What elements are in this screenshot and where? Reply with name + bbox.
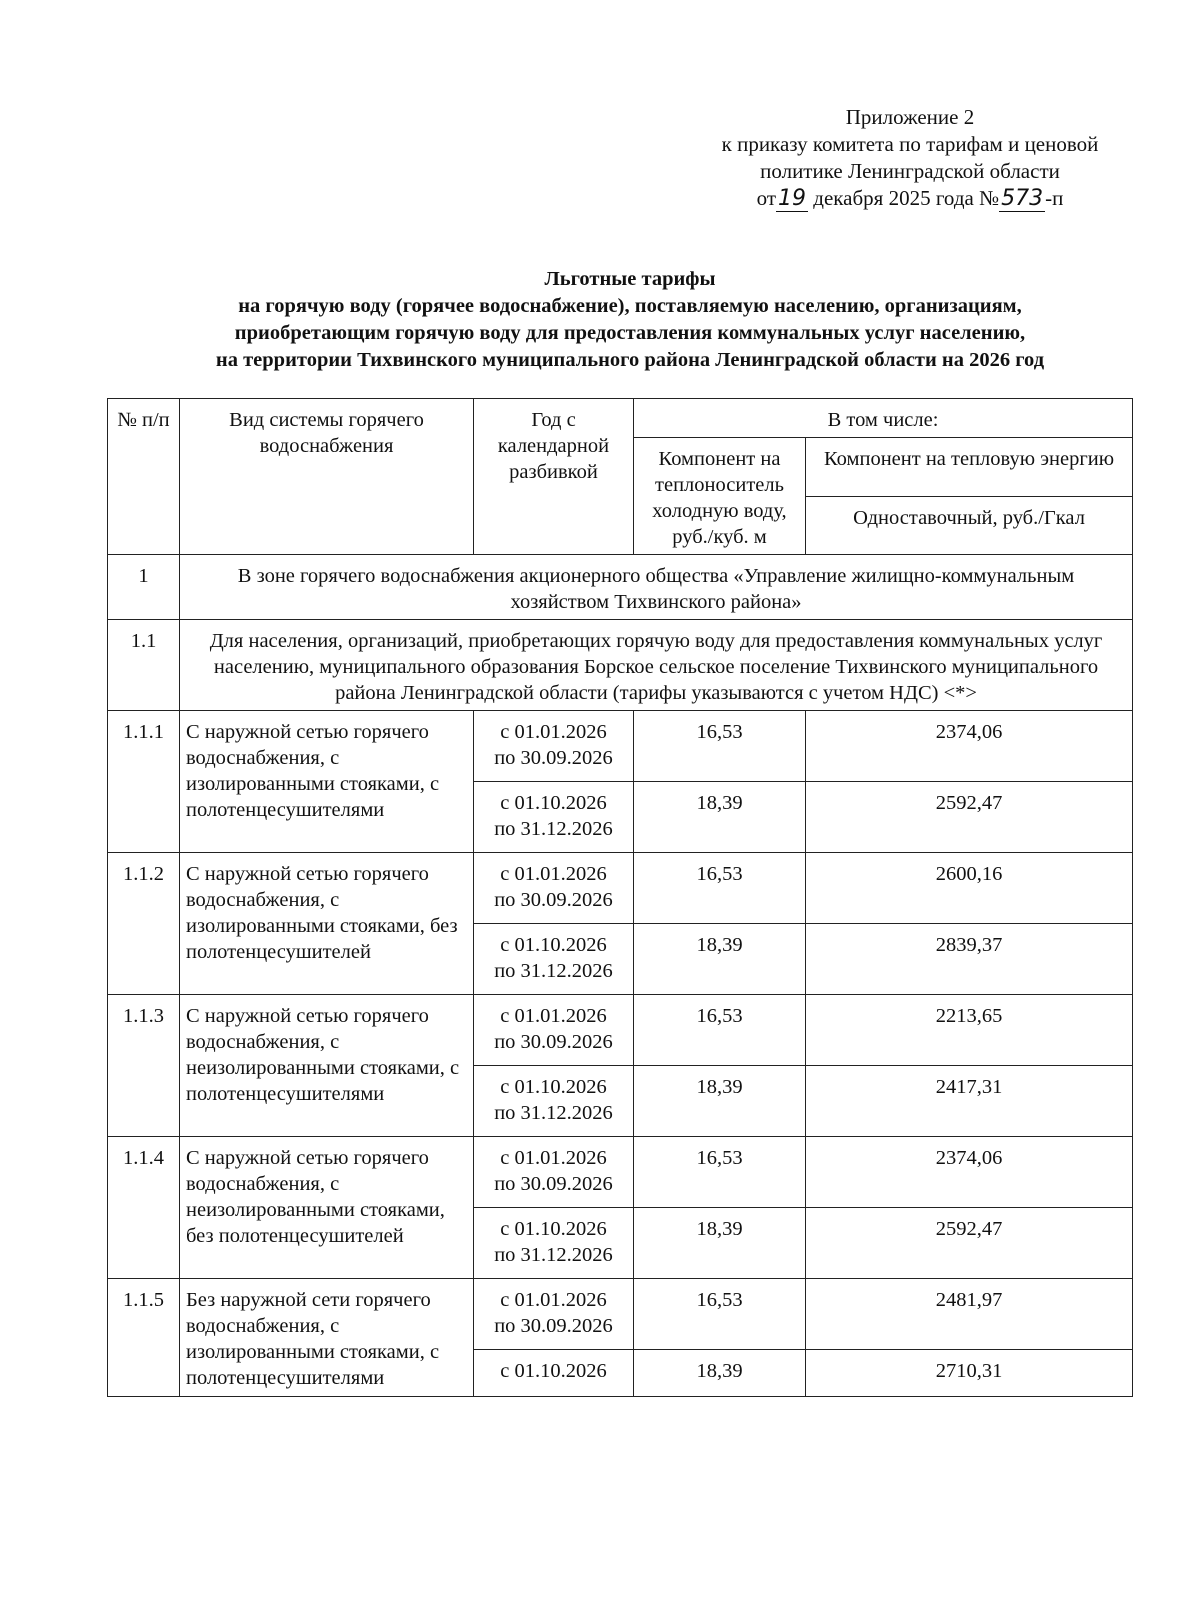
appendix-line-1: Приложение 2 [845,105,975,129]
period-to: по 31.12.2026 [494,960,613,982]
row-carrier-value: 18,39 [634,1208,806,1279]
row-num: 1.1.3 [108,995,180,1137]
period-from: с 01.10.2026 [500,1076,607,1098]
row-period [474,782,634,853]
appendix-line-3: политике Ленинградской области [760,159,1060,183]
period-to: по 31.12.2026 [494,1244,613,1266]
row-heat-value: 2481,97 [806,1279,1133,1350]
row-carrier-value: 18,39 [634,782,806,853]
section-1-1-text: Для населения, организаций, приобретающих горячую воду для предоставления коммунальных услуг населению, муниципального образования Борское сельское поселение Тихвинского муниципального района Ленинградской области (тарифы указываются с учетом НДС) <*> [180,620,1133,711]
row-period [474,924,634,995]
period-from: с 01.01.2026 [500,1289,607,1311]
header-including: В том числе: [634,399,1133,438]
title-line-4: на территории Тихвинского муниципального района Ленинградской области на 2026 год [215,349,1045,371]
order-prefix: от [756,186,777,210]
section-row-1 [108,555,1133,620]
header-num: № п/п [108,399,180,555]
table-row [108,1279,1133,1350]
period-from: с 01.01.2026 [500,721,607,743]
row-period [474,1066,634,1137]
row-period [474,1137,634,1208]
row-carrier-value: 18,39 [634,1350,806,1397]
row-heat-value: 2839,37 [806,924,1133,995]
period-to: по 30.09.2026 [494,747,613,769]
row-heat-value: 2417,31 [806,1066,1133,1137]
order-number-handwritten: 573 [1001,186,1044,211]
row-num: 1.1.5 [108,1279,180,1397]
period-to: по 31.12.2026 [494,1102,613,1124]
row-carrier-value: 16,53 [634,711,806,782]
row-system-description: С наружной сетью горячего водоснабжения, с неизолированными стояками, с полотенцесушителями [180,995,474,1137]
tariffs-table [107,398,1133,1397]
row-period [474,995,634,1066]
period-from: с 01.01.2026 [500,1005,607,1027]
header-year: Год с календарной разбивкой [474,399,634,555]
row-period [474,853,634,924]
row-system-description: С наружной сетью горячего водоснабжения, с неизолированными стояками, без полотенцесушителей [180,1137,474,1279]
period-from: с 01.10.2026 [500,792,607,814]
row-carrier-value: 16,53 [634,1137,806,1208]
row-heat-value: 2374,06 [806,711,1133,782]
row-heat-value: 2600,16 [806,853,1133,924]
row-carrier-value: 16,53 [634,1279,806,1350]
section-row-1-1 [108,620,1133,711]
period-from: с 01.10.2026 [500,1218,607,1240]
appendix-order-line [680,185,1140,212]
header-single-rate: Одноставочный, руб./Гкал [806,496,1133,555]
row-carrier-value: 16,53 [634,995,806,1066]
row-heat-value: 2592,47 [806,1208,1133,1279]
period-from: с 01.01.2026 [500,1147,607,1169]
table-row [108,1137,1133,1208]
row-carrier-value: 18,39 [634,1066,806,1137]
appendix-line-2: к приказу комитета по тарифам и ценовой [721,132,1099,156]
title-line-3: приобретающим горячую воду для предоставления коммунальных услуг населению, [234,322,1026,344]
row-period [474,1279,634,1350]
document-title [100,266,1160,374]
title-line-1: Льготные тарифы [544,268,716,290]
order-month-year: декабря 2025 года № [813,186,1000,210]
title-line-2: на горячую воду (горячее водоснабжение), поставляемую населению, организациям, [238,295,1022,317]
row-heat-value: 2213,65 [806,995,1133,1066]
row-system-description: С наружной сетью горячего водоснабжения, с изолированными стояками, без полотенцесушителей [180,853,474,995]
period-to: по 30.09.2026 [494,1031,613,1053]
row-system-description: С наружной сетью горячего водоснабжения, с изолированными стояками, с полотенцесушителями [180,711,474,853]
period-from: с 01.10.2026 [500,934,607,956]
section-1-text: В зоне горячего водоснабжения акционерного общества «Управление жилищно-коммунальным хозяйством Тихвинского района» [180,555,1133,620]
header-row-1 [108,399,1133,438]
table-row [108,853,1133,924]
section-1-num: 1 [108,555,180,620]
section-1-1-num: 1.1 [108,620,180,711]
period-to: по 30.09.2026 [494,1315,613,1337]
row-heat-value: 2592,47 [806,782,1133,853]
row-period [474,711,634,782]
period-from: с 01.10.2026 [500,1360,607,1382]
table-row [108,995,1133,1066]
row-carrier-value: 18,39 [634,924,806,995]
row-heat-value: 2374,06 [806,1137,1133,1208]
period-to: по 30.09.2026 [494,1173,613,1195]
order-suffix: -п [1045,186,1064,210]
header-system-type: Вид системы горячего водоснабжения [180,399,474,555]
row-period [474,1350,634,1397]
period-from: с 01.01.2026 [500,863,607,885]
header-heat-component: Компонент на тепловую энергию [806,438,1133,497]
row-carrier-value: 16,53 [634,853,806,924]
table-row [108,711,1133,782]
appendix-header [680,104,1140,212]
period-to: по 31.12.2026 [494,818,613,840]
row-system-description: Без наружной сети горячего водоснабжения, с изолированными стояками, с полотенцесушителями [180,1279,474,1397]
row-num: 1.1.2 [108,853,180,995]
period-to: по 30.09.2026 [494,889,613,911]
order-day-handwritten: 19 [778,186,807,211]
row-heat-value: 2710,31 [806,1350,1133,1397]
row-num: 1.1.4 [108,1137,180,1279]
row-period [474,1208,634,1279]
row-num: 1.1.1 [108,711,180,853]
header-carrier-component: Компонент на теплоноситель холодную воду, руб./куб. м [634,438,806,555]
